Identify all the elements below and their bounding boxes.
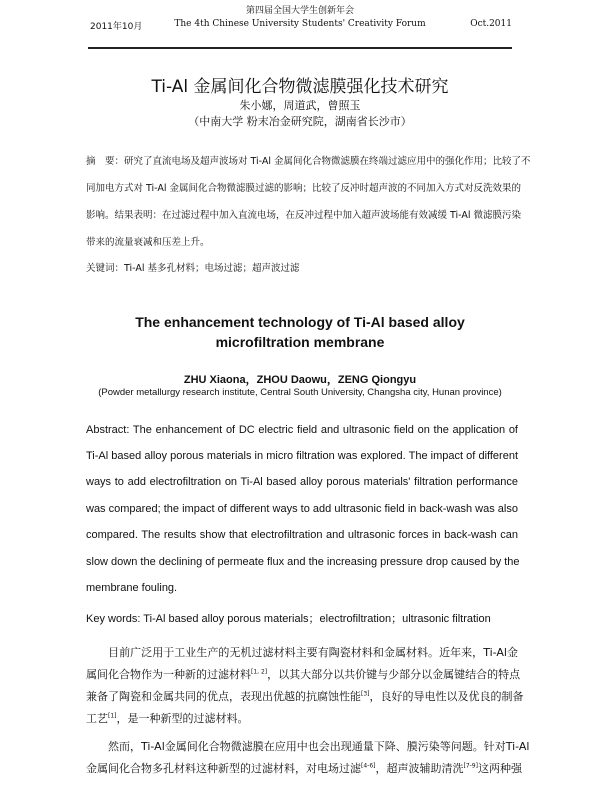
text-line: 兼备了陶瓷和金属共同的优点，表现出优越的抗腐蚀性能[3]，良好的导电性以及优良的制备 [86,690,524,703]
keywords-en: Key words: Ti-Al based alloy porous materials；electrofiltration；ultrasonic filtration [86,613,491,625]
authors-cn: 朱小娜，周道武，曾照玉 [239,99,361,112]
text-line: Abstract: The enhancement of DC electric field and ultrasonic field on the application of [86,424,518,436]
date-cn: 2011年10月 [90,22,143,32]
text-line: slow down the declining of permeate flux and the increasing pressure drop caused by the [86,556,520,568]
conference-cn: 第四届全国大学生创新年会 [245,6,354,16]
text-line: 然而，Ti-Al金属间化合物微滤膜在应用中也会出现通量下降、膜污染等问题。针对Ti-Al [86,740,530,753]
date-en: Oct.2011 [470,19,512,29]
text-line: membrane fouling. [86,582,178,594]
text-line: 影响。结果表明：在过滤过程中加入直流电场，在反冲过程中加入超声波场能有效减缓 Ti-Al 微滤膜污染 [86,210,522,221]
text-line: 金属间化合物多孔材料这种新型的过滤材料，对电场过滤[4-6]，超声波辅助清洗[7-9]这两种强 [86,762,522,775]
text-line: was compared; the impact of different ways to add ultrasonic field in back-wash was also [86,503,518,515]
text-line: ways to add electrofiltration on Ti-Al based alloy porous materials' filtration performance [86,476,518,488]
keywords-cn: 关键词：Ti-Al 基多孔材料；电场过滤；超声波过滤 [86,263,300,274]
text-line: 摘 要：研究了直流电场及超声波场对 Ti-Al 金属间化合物微滤膜在终端过滤应用中的强化作用；比较了不 [86,156,531,167]
text-line: 目前广泛用于工业生产的无机过滤材料主要有陶瓷材料和金属材料。近年来，Ti-Al金 [86,646,518,659]
text-line: 工艺[1]，是一种新型的过滤材料。 [86,712,249,725]
text-line: compared. The results show that electrofiltration and ultrasonic forces in back-wash can [86,529,518,541]
title-en-line1: The enhancement technology of Ti-Al based alloy [135,314,465,330]
text-line: Ti-Al based alloy porous materials in micro filtration was explored. The impact of different [86,450,518,462]
affiliation-en: (Powder metallurgy research institute, Central South University, Changsha city, Hunan province) [98,387,502,398]
text-line: 属间化合物作为一种新的过滤材料[1, 2]，以其大部分以共价键与少部分以金属键结合的特点 [86,668,521,681]
text-line: 同加电方式对 Ti-Al 金属间化合物微滤膜过滤的影响；比较了反冲时超声波的不同加入方式对反洗效果的 [86,183,522,194]
conference-en: The 4th Chinese University Students' Creativity Forum [174,19,426,29]
authors-en: ZHU Xiaona，ZHOU Daowu，ZENG Qiongyu [183,374,417,386]
title-en-line2: microfiltration membrane [215,334,385,350]
title-cn: Ti-Al 金属间化合物微滤膜强化技术研究 [151,77,449,97]
header-rule [88,47,512,49]
affiliation-cn: （中南大学 粉末冶金研究院，湖南省长沙市） [188,115,412,128]
text-line: 带来的流量衰减和压差上升。 [86,237,210,248]
